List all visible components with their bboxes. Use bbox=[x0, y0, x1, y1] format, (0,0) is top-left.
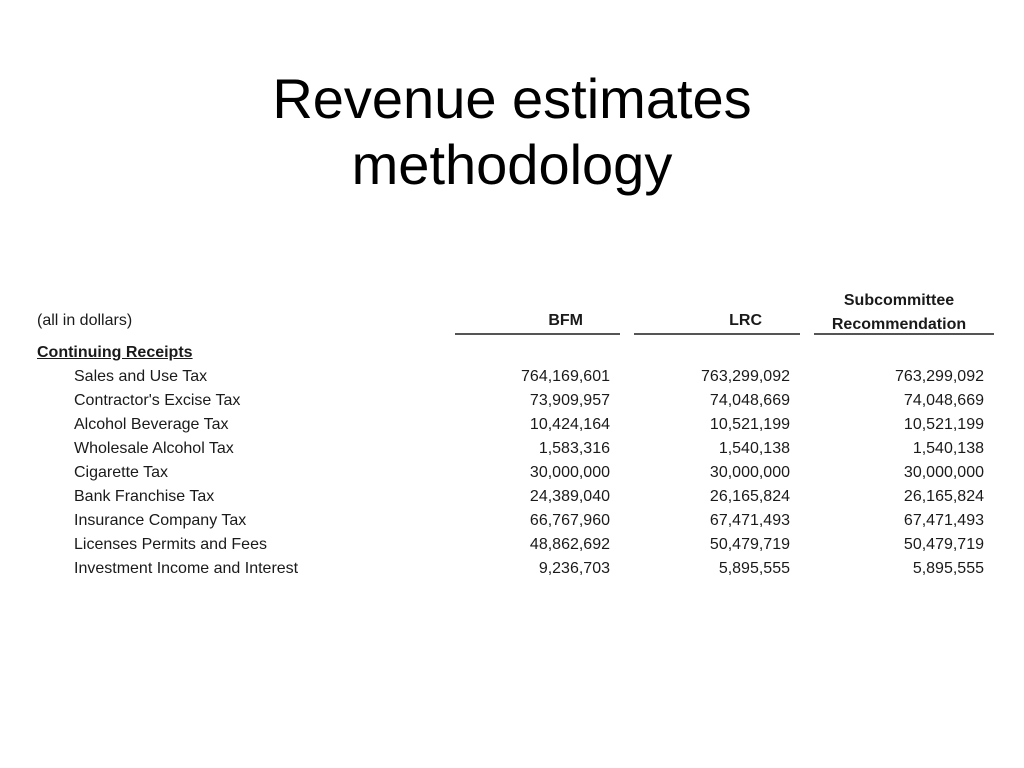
table-row bbox=[0, 511, 1024, 535]
row-value-subcommittee: 50,479,719 bbox=[903, 536, 984, 553]
row-value-bfm: 30,000,000 bbox=[529, 464, 610, 481]
row-name: Investment Income and Interest bbox=[74, 560, 299, 577]
revenue-table-body bbox=[0, 367, 1024, 583]
slide-title-line-2: methodology bbox=[351, 133, 673, 196]
row-value-subcommittee: 763,299,092 bbox=[895, 368, 984, 385]
row-value-lrc: 50,479,719 bbox=[709, 536, 790, 553]
row-value-bfm: 48,862,692 bbox=[529, 536, 610, 553]
row-value-bfm: 9,236,703 bbox=[538, 560, 610, 577]
table-row bbox=[0, 367, 1024, 391]
section-label-continuing-receipts: Continuing Receipts bbox=[37, 344, 193, 361]
column-header-bfm: BFM bbox=[548, 312, 583, 329]
row-name: Wholesale Alcohol Tax bbox=[74, 440, 234, 457]
table-row bbox=[0, 535, 1024, 559]
table-row bbox=[0, 439, 1024, 463]
column-header-subcommittee-line-2: Recommendation bbox=[831, 316, 967, 333]
row-value-lrc: 74,048,669 bbox=[709, 392, 790, 409]
table-row bbox=[0, 391, 1024, 415]
row-value-lrc: 1,540,138 bbox=[718, 440, 790, 457]
row-value-subcommittee: 5,895,555 bbox=[912, 560, 984, 577]
row-value-lrc: 10,521,199 bbox=[709, 416, 790, 433]
units-label: (all in dollars) bbox=[37, 312, 133, 329]
row-value-lrc: 5,895,555 bbox=[718, 560, 790, 577]
row-value-bfm: 10,424,164 bbox=[529, 416, 610, 433]
column-header-subcommittee-line-1: Subcommittee bbox=[843, 292, 955, 309]
table-row bbox=[0, 463, 1024, 487]
row-value-subcommittee: 1,540,138 bbox=[912, 440, 984, 457]
row-value-subcommittee: 26,165,824 bbox=[903, 488, 984, 505]
row-value-bfm: 73,909,957 bbox=[529, 392, 610, 409]
row-name: Insurance Company Tax bbox=[74, 512, 247, 529]
header-rule-lrc bbox=[634, 333, 800, 335]
row-value-lrc: 67,471,493 bbox=[709, 512, 790, 529]
row-name: Contractor's Excise Tax bbox=[74, 392, 241, 409]
table-row bbox=[0, 559, 1024, 583]
row-value-bfm: 24,389,040 bbox=[529, 488, 610, 505]
column-header-subcommittee bbox=[814, 289, 984, 337]
row-name: Bank Franchise Tax bbox=[74, 488, 215, 505]
row-value-subcommittee: 10,521,199 bbox=[903, 416, 984, 433]
row-value-subcommittee: 30,000,000 bbox=[903, 464, 984, 481]
row-value-lrc: 30,000,000 bbox=[709, 464, 790, 481]
row-name: Sales and Use Tax bbox=[74, 368, 208, 385]
row-value-subcommittee: 74,048,669 bbox=[903, 392, 984, 409]
table-row bbox=[0, 415, 1024, 439]
column-header-lrc: LRC bbox=[729, 312, 762, 329]
row-value-lrc: 763,299,092 bbox=[701, 368, 790, 385]
slide-title bbox=[0, 66, 1024, 198]
row-value-bfm: 1,583,316 bbox=[538, 440, 610, 457]
row-name: Alcohol Beverage Tax bbox=[74, 416, 229, 433]
header-rule-subcommittee bbox=[814, 333, 994, 335]
row-name: Licenses Permits and Fees bbox=[74, 536, 267, 553]
row-value-subcommittee: 67,471,493 bbox=[903, 512, 984, 529]
row-name: Cigarette Tax bbox=[74, 464, 168, 481]
row-value-bfm: 66,767,960 bbox=[529, 512, 610, 529]
table-row bbox=[0, 487, 1024, 511]
slide-title-line-1: Revenue estimates bbox=[272, 67, 752, 130]
row-value-lrc: 26,165,824 bbox=[709, 488, 790, 505]
row-value-bfm: 764,169,601 bbox=[521, 368, 610, 385]
header-rule-bfm bbox=[455, 333, 620, 335]
